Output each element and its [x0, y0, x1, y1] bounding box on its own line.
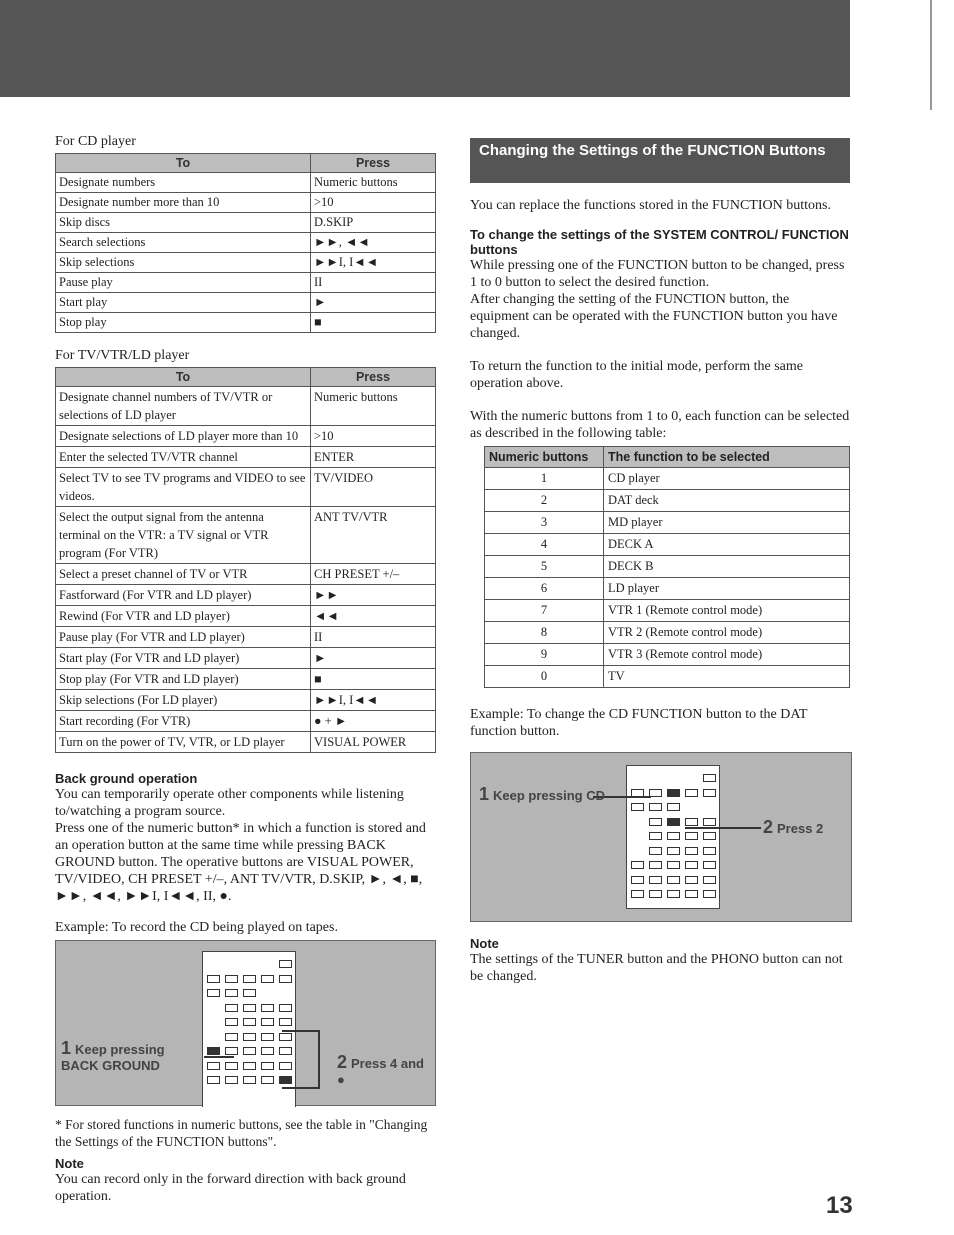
table-cell-press: II [311, 273, 436, 293]
remote-key [649, 861, 662, 869]
remote-key [207, 1076, 220, 1084]
tv-table-body [56, 387, 436, 753]
table-row [485, 468, 850, 490]
remote-key [685, 861, 698, 869]
table-cell-to: Start play (For VTR and LD player) [56, 648, 311, 669]
function-example: Example: To change the CD FUNCTION button to the DAT function button. [470, 707, 808, 739]
table-cell-num: 4 [485, 534, 604, 556]
remote-key [243, 975, 256, 983]
remote-key [685, 818, 698, 826]
table-row [485, 644, 850, 666]
table-row [56, 564, 436, 585]
remote-illustration [626, 765, 720, 909]
table-cell-func: MD player [604, 512, 850, 534]
table-cell-to: Turn on the power of TV, VTR, or LD player [56, 732, 311, 753]
function-header-function: The function to be selected [604, 447, 850, 468]
table-cell-press: ● + ► [311, 711, 436, 732]
page-number: 13 [826, 1192, 853, 1219]
table-cell-press: D.SKIP [311, 213, 436, 233]
remote-key [685, 890, 698, 898]
table-cell-to: Fastforward (For VTR and LD player) [56, 585, 311, 606]
function-note-text: The settings of the TUNER button and the PHONO button can not be changed. [470, 952, 843, 984]
table-cell-func: DAT deck [604, 490, 850, 512]
table-cell-press: ►►I, I◄◄ [311, 253, 436, 273]
table-cell-to: Designate numbers [56, 173, 311, 193]
table-cell-press: CH PRESET +/– [311, 564, 436, 585]
table-row [56, 193, 436, 213]
table-cell-to: Skip selections (For LD player) [56, 690, 311, 711]
remote-key [685, 832, 698, 840]
table-cell-press: VISUAL POWER [311, 732, 436, 753]
remote-key [703, 876, 716, 884]
remote-key [667, 803, 680, 811]
remote-key [261, 1004, 274, 1012]
table-cell-press: ANT TV/VTR [311, 507, 436, 564]
table-cell-press: ► [311, 293, 436, 313]
background-example: Example: To record the CD being played on tapes. [55, 920, 338, 935]
remote-key [243, 1047, 256, 1055]
cd-header-to: To [56, 154, 311, 173]
remote-key [225, 975, 238, 983]
remote-key [667, 890, 680, 898]
table-cell-func: DECK B [604, 556, 850, 578]
remote-key [225, 1004, 238, 1012]
remote-key [631, 890, 644, 898]
table-cell-press: ►►, ◄◄ [311, 233, 436, 253]
background-note-text: You can record only in the forward direction with back ground operation. [55, 1172, 406, 1204]
cd-table-body [56, 173, 436, 333]
remote-key [225, 989, 238, 997]
table-cell-press: ► [311, 648, 436, 669]
function-paragraph-2: After changing the setting of the FUNCTION button, the equipment can be operated with the FUNCTION button you have changed. [470, 292, 838, 341]
table-cell-to: Enter the selected TV/VTR channel [56, 447, 311, 468]
table-cell-num: 1 [485, 468, 604, 490]
table-row [485, 556, 850, 578]
tv-player-table [55, 367, 436, 753]
remote-key [225, 1047, 238, 1055]
table-cell-to: Stop play [56, 313, 311, 333]
table-cell-to: Rewind (For VTR and LD player) [56, 606, 311, 627]
remote-key [703, 832, 716, 840]
table-row [56, 293, 436, 313]
table-cell-press: ENTER [311, 447, 436, 468]
table-cell-press: ►► [311, 585, 436, 606]
table-row [485, 512, 850, 534]
remote-key [261, 975, 274, 983]
background-paragraph-1: You can temporarily operate other components while listening to/watching a program source. [55, 787, 404, 819]
table-row [56, 173, 436, 193]
function-intro: You can replace the functions stored in the FUNCTION buttons. [470, 198, 831, 213]
table-row [56, 507, 436, 564]
remote-key [667, 832, 680, 840]
callout-step-2-text: Press 4 and ● [337, 1056, 425, 1087]
remote-key [631, 861, 644, 869]
remote-key [279, 975, 292, 983]
remote-key [703, 890, 716, 898]
table-row [485, 600, 850, 622]
remote-key [261, 1062, 274, 1070]
remote-key [207, 1062, 220, 1070]
table-row [485, 490, 850, 512]
table-cell-func: DECK A [604, 534, 850, 556]
remote-key [243, 1004, 256, 1012]
callout-step-1-text: Keep pressing BACK GROUND [61, 1042, 165, 1073]
table-row [56, 253, 436, 273]
remote-key [243, 1033, 256, 1041]
table-cell-press: ►►I, I◄◄ [311, 690, 436, 711]
remote-key [649, 818, 662, 826]
table-row [485, 534, 850, 556]
right-column [470, 138, 850, 985]
remote-key [261, 1047, 274, 1055]
remote-key [243, 1018, 256, 1026]
tv-header-to: To [56, 368, 311, 387]
footnote: * For stored functions in numeric buttons, see the table in "Changing the Settings of the FUNCTION buttons". [55, 1117, 428, 1149]
remote-key [649, 890, 662, 898]
function-table-body [485, 468, 850, 688]
remote-key [207, 989, 220, 997]
table-cell-to: Select the output signal from the antenna terminal on the VTR: a TV signal or VTR program (For VTR) [56, 507, 311, 564]
table-row [56, 387, 436, 426]
left-column [55, 134, 436, 1205]
callout-step-1 [479, 786, 619, 804]
cd-player-table [55, 153, 436, 333]
background-note-heading: Note [55, 1156, 84, 1171]
function-paragraph-4: With the numeric buttons from 1 to 0, each function can be selected as described in the following table: [470, 409, 850, 441]
remote-key [703, 861, 716, 869]
callout-line-2b [318, 1030, 320, 1088]
remote-key [279, 1004, 292, 1012]
table-row [56, 213, 436, 233]
remote-key [243, 1076, 256, 1084]
remote-key [667, 818, 680, 826]
remote-key [225, 1018, 238, 1026]
remote-key [631, 803, 644, 811]
remote-key [703, 847, 716, 855]
table-cell-to: Skip discs [56, 213, 311, 233]
table-row [56, 732, 436, 753]
callout-step-1-number: 1 [479, 784, 490, 804]
table-cell-press: Numeric buttons [311, 387, 436, 426]
table-cell-press: ■ [311, 313, 436, 333]
table-cell-to: Select TV to see TV programs and VIDEO to see videos. [56, 468, 311, 507]
remote-key [667, 847, 680, 855]
table-row [56, 426, 436, 447]
table-cell-to: Search selections [56, 233, 311, 253]
remote-key [649, 876, 662, 884]
table-cell-to: Start recording (For VTR) [56, 711, 311, 732]
table-cell-to: Pause play (For VTR and LD player) [56, 627, 311, 648]
table-cell-num: 7 [485, 600, 604, 622]
background-figure [55, 940, 436, 1106]
table-cell-to: Stop play (For VTR and LD player) [56, 669, 311, 690]
callout-line-2 [685, 827, 761, 829]
table-cell-press: >10 [311, 426, 436, 447]
table-row [485, 578, 850, 600]
table-cell-to: Select a preset channel of TV or VTR [56, 564, 311, 585]
callout-line-2a [282, 1030, 320, 1032]
table-cell-to: Designate channel numbers of TV/VTR or selections of LD player [56, 387, 311, 426]
remote-key [225, 1062, 238, 1070]
tv-table-caption: For TV/VTR/LD player [55, 348, 190, 363]
table-cell-to: Designate number more than 10 [56, 193, 311, 213]
function-paragraph-1: While pressing one of the FUNCTION button to be changed, press 1 to 0 button to select the desired function. [470, 258, 845, 290]
table-row [56, 627, 436, 648]
callout-line-2c [282, 1087, 320, 1089]
table-cell-func: TV [604, 666, 850, 688]
callout-step-1 [61, 1040, 201, 1074]
table-cell-func: VTR 3 (Remote control mode) [604, 644, 850, 666]
table-row [56, 648, 436, 669]
table-cell-to: Designate selections of LD player more than 10 [56, 426, 311, 447]
table-cell-press: >10 [311, 193, 436, 213]
callout-step-1-number: 1 [61, 1038, 72, 1058]
remote-key [207, 1047, 220, 1055]
table-cell-num: 5 [485, 556, 604, 578]
table-row [56, 273, 436, 293]
remote-key [631, 876, 644, 884]
remote-key [261, 1018, 274, 1026]
remote-key [703, 774, 716, 782]
table-cell-num: 6 [485, 578, 604, 600]
table-row [485, 666, 850, 688]
header-bar-edge [850, 0, 954, 97]
remote-key [225, 1076, 238, 1084]
table-cell-num: 9 [485, 644, 604, 666]
table-row [56, 669, 436, 690]
tv-header-press: Press [311, 368, 436, 387]
table-cell-press: II [311, 627, 436, 648]
callout-step-2-number: 2 [763, 817, 774, 837]
remote-key [667, 861, 680, 869]
remote-key [649, 832, 662, 840]
remote-key [225, 1033, 238, 1041]
section-banner: Changing the Settings of the FUNCTION Buttons [470, 138, 850, 183]
remote-key [685, 847, 698, 855]
callout-line-1 [204, 1056, 234, 1058]
remote-key [649, 847, 662, 855]
callout-step-2 [763, 819, 843, 837]
table-row [56, 447, 436, 468]
table-cell-num: 0 [485, 666, 604, 688]
remote-key [703, 818, 716, 826]
table-row [56, 468, 436, 507]
remote-key [685, 789, 698, 797]
function-table [484, 446, 850, 688]
table-cell-num: 3 [485, 512, 604, 534]
function-paragraph-3: To return the function to the initial mode, perform the same operation above. [470, 359, 803, 391]
remote-key [261, 1033, 274, 1041]
cd-header-press: Press [311, 154, 436, 173]
remote-key [279, 1076, 292, 1084]
table-cell-to: Skip selections [56, 253, 311, 273]
remote-key [685, 876, 698, 884]
table-cell-num: 2 [485, 490, 604, 512]
table-row [485, 622, 850, 644]
table-cell-func: VTR 1 (Remote control mode) [604, 600, 850, 622]
function-note-heading: Note [470, 936, 499, 951]
table-row [56, 606, 436, 627]
remote-key [243, 1062, 256, 1070]
callout-step-1-text: Keep pressing CD [493, 788, 605, 803]
remote-key [703, 789, 716, 797]
remote-key [279, 1047, 292, 1055]
remote-key [243, 989, 256, 997]
background-paragraph-2: Press one of the numeric button* in which a function is stored and an operation button at the same time while pressing BACK GROUND button. The operative buttons are VISUAL POWER, TV/VIDEO, CH PRESET +/–, ANT TV/VTR, D.SKIP, ►, ◄, ■, ►►, ◄◄, ►►I, I◄◄, II, ●. [55, 821, 426, 904]
remote-key [279, 1062, 292, 1070]
table-cell-press: ◄◄ [311, 606, 436, 627]
remote-key [649, 803, 662, 811]
table-cell-func: VTR 2 (Remote control mode) [604, 622, 850, 644]
cd-table-caption: For CD player [55, 134, 136, 149]
table-row [56, 233, 436, 253]
remote-key [667, 789, 680, 797]
callout-step-2-text: Press 2 [777, 821, 824, 836]
header-bar [0, 0, 850, 97]
table-cell-to: Start play [56, 293, 311, 313]
remote-key [667, 876, 680, 884]
table-cell-press: ■ [311, 669, 436, 690]
table-row [56, 585, 436, 606]
function-header-number: Numeric buttons [485, 447, 604, 468]
function-figure [470, 752, 852, 922]
crop-mark [930, 0, 932, 110]
table-cell-to: Pause play [56, 273, 311, 293]
background-heading: Back ground operation [55, 771, 198, 786]
table-cell-func: LD player [604, 578, 850, 600]
remote-key [279, 960, 292, 968]
table-cell-num: 8 [485, 622, 604, 644]
callout-step-2 [337, 1054, 427, 1088]
table-cell-func: CD player [604, 468, 850, 490]
table-cell-press: TV/VIDEO [311, 468, 436, 507]
table-row [56, 711, 436, 732]
remote-key [207, 975, 220, 983]
remote-key [261, 1076, 274, 1084]
remote-key [279, 1018, 292, 1026]
function-subheading: To change the settings of the SYSTEM CONTROL/ FUNCTION buttons [470, 227, 849, 257]
remote-key [279, 1033, 292, 1041]
callout-step-2-number: 2 [337, 1052, 348, 1072]
table-row [56, 690, 436, 711]
remote-illustration [202, 951, 296, 1107]
table-cell-press: Numeric buttons [311, 173, 436, 193]
table-row [56, 313, 436, 333]
